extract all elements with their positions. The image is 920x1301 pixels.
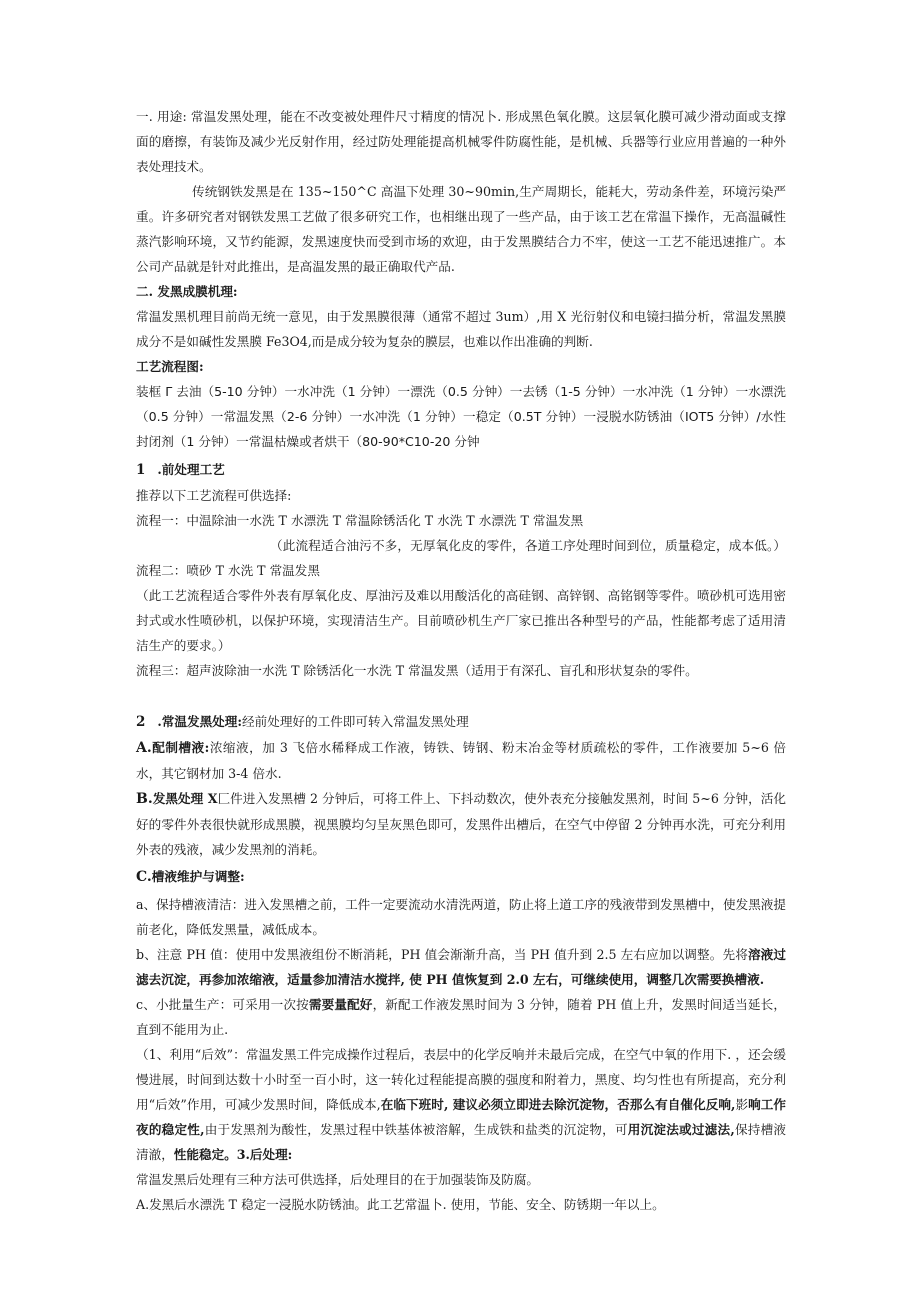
paragraph-flow-1: 流程一：中温除油一水洗 T 水漂洗 T 常温除锈活化 T 水洗 T 水漂洗 T 常温发黑 <box>136 513 584 528</box>
paragraph-post-intro: 常温发黑后处理有三种方法可供选择，后处理目的在于加强装饰及防腐。 <box>136 1172 539 1187</box>
paragraph-a <box>136 735 786 786</box>
paragraph-process-flow: 装框 Γ 去油（5-10 分钟）一水冲洗（1 分钟）一漂洗（0.5 分钟）一去锈（1-5 分钟）一水冲洗（1 分钟）一水漂洗（0.5 分钟）一常温发黑（2-6 分钟）一水冲洗（1 分钟）一稳定（0.5T 分钟）一浸脱水防锈油（IOT5 分钟）/水性封闭剂（1 分钟）一常温枯燥或者烘干（80-90*C10-20 分钟 <box>136 384 786 449</box>
heading-blackening-rest: 经前处理好的工件即可转入常温发黑处理 <box>242 714 469 729</box>
paragraph-traditional: 传统钢铁发黑是在 135~150^C 高温下处理 30~90min,生产周期长，能耗大，劳动条件差，环境污染严重。许多研究者对钢铁发黑工艺做了很多研究工作，也相继出现了一些产品，由于该工艺在常温下操作，无高温碱性蒸汽影响环境，又节约能源，发黑速度快而受到市场的欢迎，由于发黑膜结合力不牢，使这一工艺不能迅速推广。本公司产品就是针对此推出，是高温发黑的最正确取代产品. <box>136 184 786 274</box>
document-body <box>136 104 786 1217</box>
heading-pretreatment-number: 1 <box>136 462 146 478</box>
text-b: 匚件进入发黑槽 2 分钟后，可将工件上、下抖动数次，使外表充分接触发黑剂，时间 5~6 分钟，活化好的零件外表很快就形成黑膜，视黑膜均匀呈灰黑色即可，发黑件出槽后，在空气中停留 2 分钟再水洗，可充分利用外表的残液，减少发黑剂的消耗。 <box>136 791 787 857</box>
text-c-c-post: ，新配工作液发黑时间为 3 分钟，随着 PH 值上升，发黑时间适当延长，直到不能用为止. <box>136 997 786 1037</box>
paragraph-purpose: 一. 用途: 常温发黑处理，能在不改变被处理件尺寸精度的情况卜. 形成黑色氧化膜。这层氧化膜可减少滑动面或支撑面的磨擦，有装饰及减少光反射作用，经过防处理能提高机械零件防腐性能，是机械、兵器等行业应用普遍的一种外表处理技术。 <box>136 109 786 174</box>
heading-post-treatment: 性能稳定。3.后处理: <box>173 1147 293 1162</box>
heading-c <box>136 864 786 890</box>
text-c-c-pre: c、小批量生产：可采用一次按 <box>136 997 309 1012</box>
heading-mechanism: 二. 发黑成膜机理: <box>136 284 238 299</box>
heading-blackening <box>136 709 786 735</box>
label-a: A. <box>136 740 152 756</box>
heading-process-flow: 工艺流程图: <box>136 359 204 374</box>
paragraph-mechanism: 常温发黑机理目前尚无统一意见，由于发黑膜很薄（通常不超过 3um）,用 X 光衍射仪和电镜扫描分析，常温发黑膜成分不是如碱性发黑膜 Fe3O4,而是成分较为复杂的膜层，也难以作出准确的判断. <box>136 309 786 349</box>
text-a: 浓缩液，加 3 飞倍水稀释成工作液，铸铁、铸钢、粉末冶金等材质疏松的零件，工作液要加 5~6 倍水，其它钢材加 3-4 倍水. <box>136 740 786 781</box>
after-effect-bold-1: 在临下班时, 建议必须立即进去除沉淀物，否那么有自催化反响, <box>380 1097 736 1112</box>
paragraph-after-effect <box>136 1042 786 1167</box>
paragraph-flow-2-note: （此工艺流程适合零件外表有厚氧化皮、厚油污及难以用酸活化的高硅钢、高锌钢、高铭钢等零件。喷砂机可选用密封式或水性喷砂机，以保护环境，实现清洁生产。目前喷砂机生产厂家已推出各种型号的产品，性能都考虑了适用清洁生产的要求。） <box>136 588 786 653</box>
after-effect-bold-2: 响工作夜的稳定性, <box>136 1097 786 1137</box>
text-c-b: b、注意 PH 值：使用中发黑液组份不断消耗，PH 值会渐渐升高，当 PH 值升到 2.5 左右应加以调整。先将 <box>136 947 748 962</box>
title-b: 发黑处理 X <box>152 791 218 806</box>
after-effect-text-5: 持槽液清澈， <box>136 1122 786 1162</box>
after-effect-text-3: 由于发黑剂为酸性，发黑过程中铁基体被溶解，生成铁和盐类的沉淀物，可 <box>204 1122 628 1137</box>
after-effect-text-1: （1、利用“后效”：常温发黑工件完成操作过程后，表层中的化学反响并未最后完成，在空气中氧的作用下. ，还会缓慢进展，时间到达数十小时至一百小时，这一转化过程能提高膜的强度和附着力，黑度、均匀性也有所提高，充分利用“后效”作用，可减少发黑时间，降低成本, <box>136 1047 786 1112</box>
heading-blackening-number: 2 <box>136 714 146 730</box>
paragraph-flow-1-note: （此流程适合油污不多，无厚氧化皮的零件，各道工序处理时间到位，质量稳定，成本低。）流程二：喷砂 T 水洗 T 常温发黑 <box>136 538 786 578</box>
paragraph-c-b <box>136 942 786 992</box>
title-a: 配制槽液: <box>151 740 210 755</box>
paragraph-flow-3: 流程三：超声波除油一水洗 T 除锈活化一水洗 T 常温发黑（适用于有深孔、盲孔和形状复杂的零件。 <box>136 663 698 678</box>
paragraph-post-a: A.发黑后水漂洗 T 稳定一浸脱水防锈油。此工艺常温卜. 使用，节能、安全、防锈期一年以上。 <box>136 1197 665 1212</box>
paragraph-c-a: a、保持槽液清洁：进入发黑槽之前，工件一定要流动水清洗两道，防止将上道工序的残液带到发黑槽中，使发黑液提前老化，降低发黑量，减低成本。 <box>136 897 786 937</box>
paragraph-c-c <box>136 992 786 1042</box>
heading-blackening-title: .常温发黑处理: <box>157 714 243 729</box>
text-c-c-bold: 需要量配好 <box>308 997 373 1012</box>
title-c: 槽液维护与调整: <box>151 869 245 884</box>
heading-pretreatment <box>136 457 786 483</box>
paragraph-b <box>136 786 786 862</box>
heading-pretreatment-text: .前处理工艺 <box>157 462 225 477</box>
label-b: B. <box>136 791 153 807</box>
text-c-b-bold: 溶液过滤去沉淀，再参加浓缩液，适量参加清洁水搅拌, 使 PH 值恢复到 2.0 左右，可继续使用，调整几次需要换槽液. <box>136 947 787 987</box>
after-effect-text-4: 保 <box>734 1122 748 1137</box>
label-c: C. <box>136 869 152 885</box>
paragraph-recommend: 推荐以下工艺流程可供选择: <box>136 488 292 503</box>
spacer <box>136 683 786 709</box>
after-effect-text-2: 影 <box>735 1097 749 1112</box>
after-effect-bold-3: 用沉淀法或过滤法, <box>627 1122 735 1137</box>
